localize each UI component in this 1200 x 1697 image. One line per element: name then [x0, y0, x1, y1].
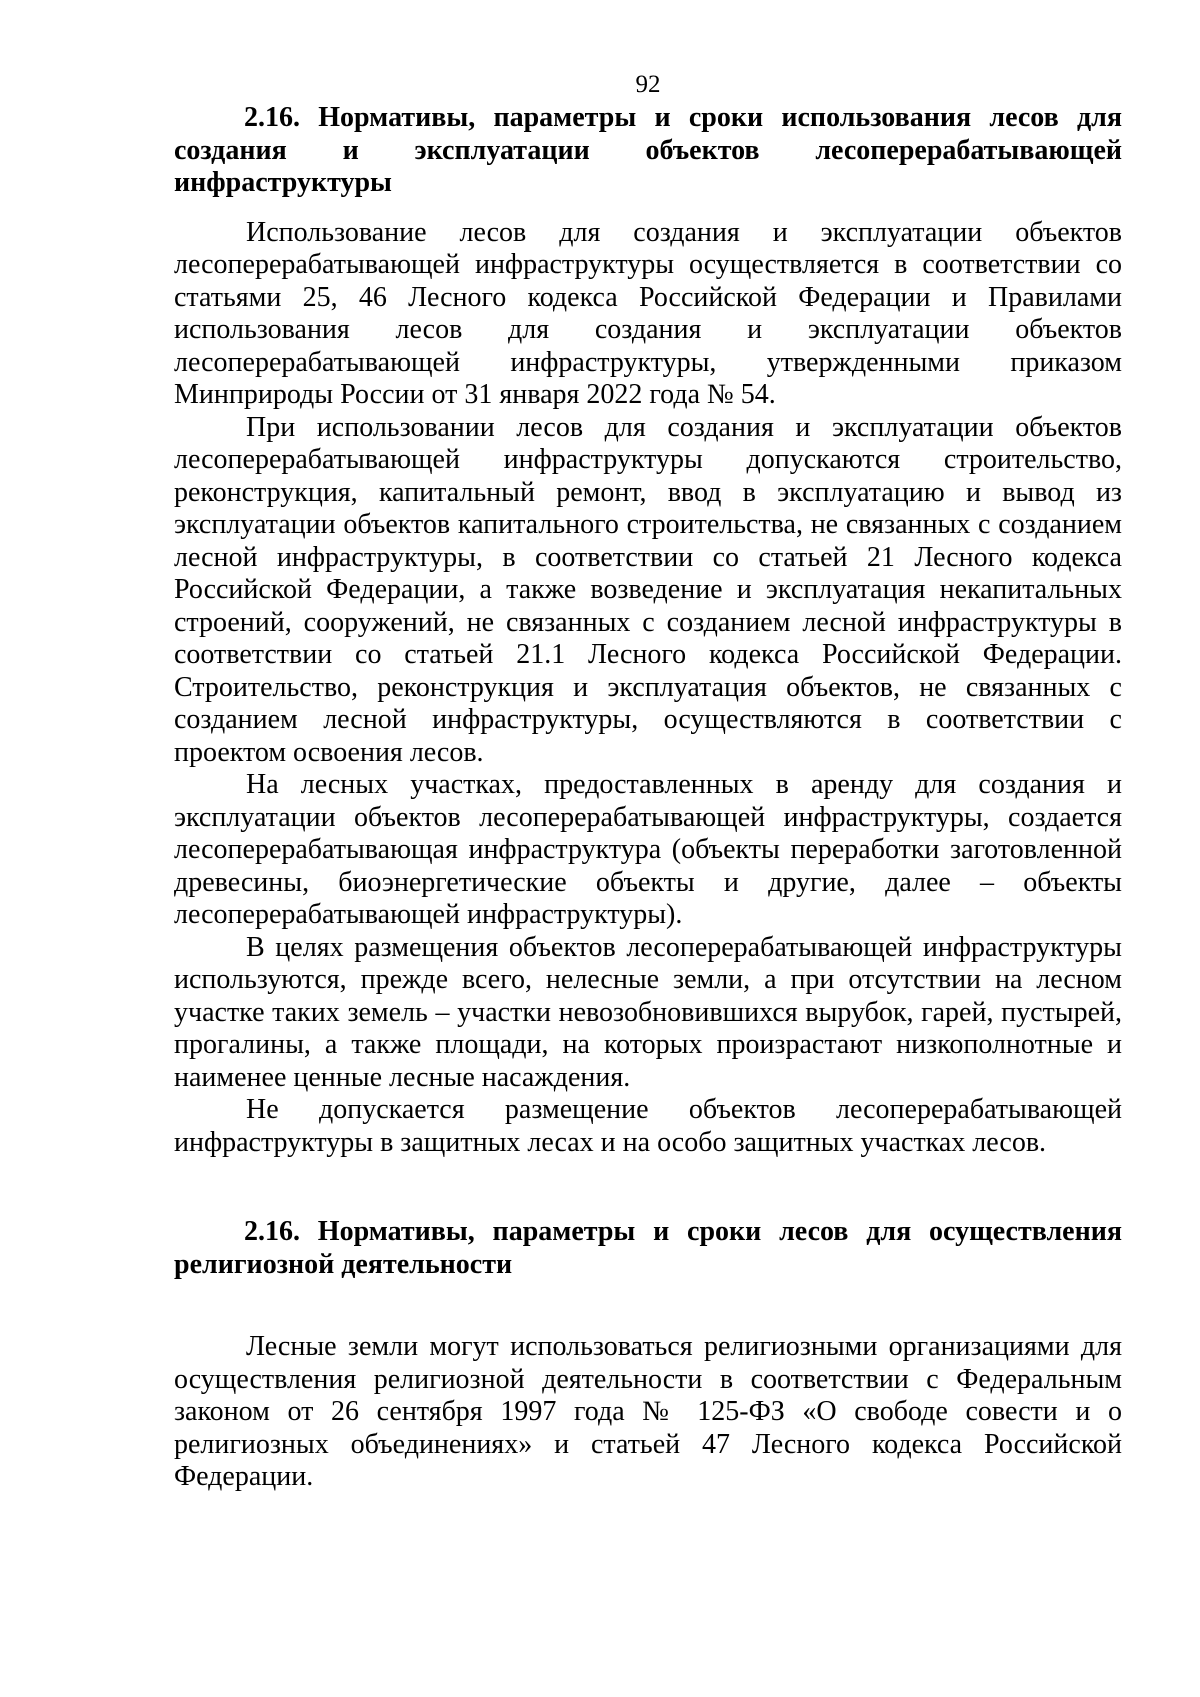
section-heading: 2.16. Нормативы, параметры и сроки лесов для осуществления религиозной деятельности: [174, 1216, 1122, 1280]
paragraph: Не допускается размещение объектов лесоперерабатывающей инфраструктуры в защитных лесах и на особо защитных участках лесов.: [174, 1094, 1122, 1158]
paragraph: Лесные земли могут использоваться религиозными организациями для осуществления религиозной деятельности в соответствии с Федеральным законом от 26 сентября 1997 года № 125-ФЗ «О свободе совести и о религиозных объединениях» и статьей 47 Лесного кодекса Российской Федерации.: [174, 1331, 1122, 1492]
paragraph: В целях размещения объектов лесоперерабатывающей инфраструктуры используются, прежде всего, нелесные земли, а при отсутствии на лесном участке таких земель – участки невозобновившихся вырубок, гарей, пустырей, прогалины, а также площади, на которых произрастают низкополнотные и наименее ценные лесные насаждения.: [174, 931, 1122, 1093]
page-number: 92: [635, 71, 661, 98]
paragraph: Использование лесов для создания и эксплуатации объектов лесоперерабатывающей инфраструктуры осуществляется в соответствии со статьями 25, 46 Лесного кодекса Российской Федерации и Правилами использования лесов для создания и эксплуатации объектов лесоперерабатывающей инфраструктуры, утвержденными приказом Минприроды России от 31 января 2022 года № 54.: [174, 216, 1122, 410]
section-religious-activity: [174, 1216, 1122, 1494]
section-heading: 2.16. Нормативы, параметры и сроки использования лесов для создания и эксплуатации объектов лесоперерабатывающей инфраструктуры: [174, 102, 1122, 198]
document-page: [174, 70, 1122, 1494]
section-forest-processing-infrastructure: [174, 102, 1122, 1159]
paragraph: На лесных участках, предоставленных в аренду для создания и эксплуатации объектов лесоперерабатывающей инфраструктуры, создается лесоперерабатывающая инфраструктура (объекты переработки заготовленной древесины, биоэнергетические объекты и другие, далее – объекты лесоперерабатывающей инфраструктуры).: [174, 769, 1122, 930]
paragraph: При использовании лесов для создания и эксплуатации объектов лесоперерабатывающей инфраструктуры допускаются строительство, реконструкция, капитальный ремонт, ввод в эксплуатацию и вывод из эксплуатации объектов капитального строительства, не связанных с созданием лесной инфраструктуры, в соответствии со статьей 21 Лесного кодекса Российской Федерации, а также возведение и эксплуатация некапитальных строений, сооружений, не связанных с созданием лесной инфраструктуры в соответствии со статьей 21.1 Лесного кодекса Российской Федерации. Строительство, реконструкция и эксплуатация объектов, не связанных с созданием лесной инфраструктуры, осуществляются в соответствии с проектом освоения лесов.: [174, 411, 1122, 768]
